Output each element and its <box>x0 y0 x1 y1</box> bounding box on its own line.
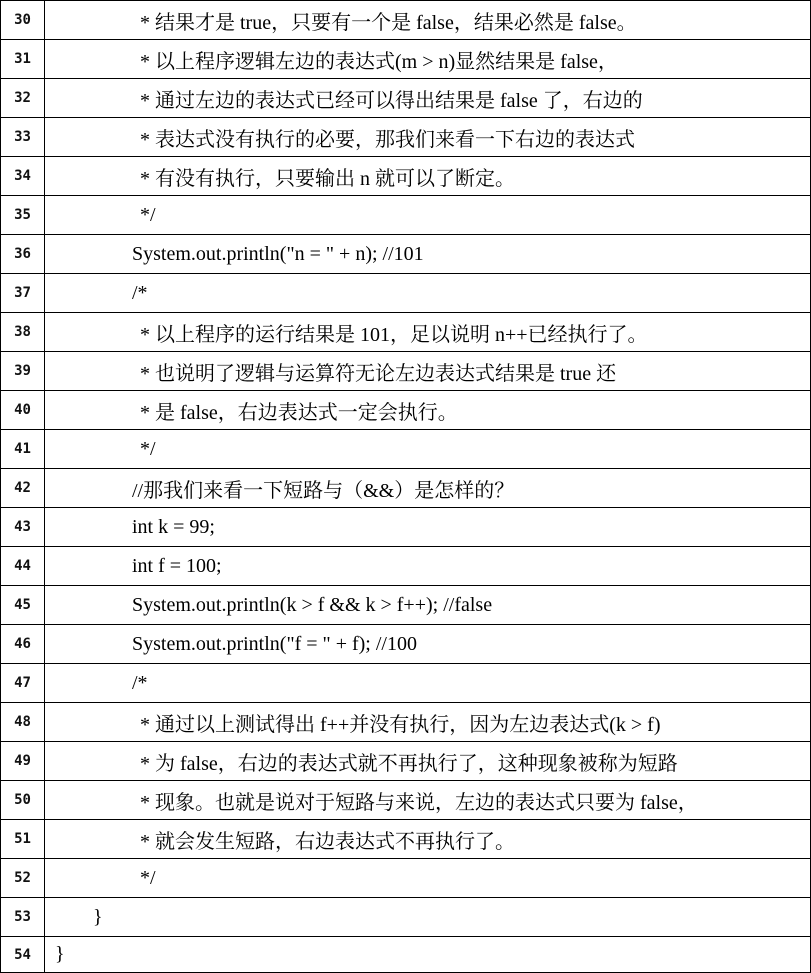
code-row <box>1 586 810 625</box>
line-number: 36 <box>1 235 45 273</box>
line-number: 48 <box>1 703 45 741</box>
code-row <box>1 391 810 430</box>
code-line: } <box>55 943 65 965</box>
code-row <box>1 781 810 820</box>
code-line: System.out.println(k > f && k > f++); //false <box>132 593 493 616</box>
code-row <box>1 820 810 859</box>
code-row <box>1 430 810 469</box>
line-number: 33 <box>1 118 45 156</box>
code-line: //那我们来看一下短路与（&&）是怎样的？ <box>132 479 515 502</box>
code-line: * 有没有执行，只要输出 n 就可以了断定。 <box>140 167 515 190</box>
code-row <box>1 625 810 664</box>
code-line: * 以上程序逻辑左边的表达式(m > n)显然结果是 false， <box>140 50 618 73</box>
code-row <box>1 469 810 508</box>
line-number: 54 <box>1 937 45 972</box>
code-line: int k = 99; <box>132 515 215 538</box>
code-line: * 通过左边的表达式已经可以得出结果是 false 了，右边的 <box>140 89 643 112</box>
code-line: System.out.println("f = " + f); //100 <box>132 632 417 655</box>
line-number: 50 <box>1 781 45 819</box>
line-number: 49 <box>1 742 45 780</box>
line-number: 35 <box>1 196 45 234</box>
code-line: */ <box>140 866 156 889</box>
code-line: * 就会发生短路，右边表达式不再执行了。 <box>140 830 515 853</box>
line-number: 52 <box>1 859 45 897</box>
line-number: 37 <box>1 274 45 312</box>
code-row <box>1 40 810 79</box>
code-line: * 现象。也就是说对于短路与来说，左边的表达式只要为 false， <box>140 791 698 814</box>
line-number: 41 <box>1 430 45 468</box>
code-row <box>1 352 810 391</box>
code-line: */ <box>140 203 156 226</box>
code-row <box>1 742 810 781</box>
code-row <box>1 235 810 274</box>
code-line: } <box>93 905 103 928</box>
line-number: 51 <box>1 820 45 858</box>
line-number: 47 <box>1 664 45 702</box>
line-number: 39 <box>1 352 45 390</box>
line-number: 30 <box>1 1 45 39</box>
line-number: 45 <box>1 586 45 624</box>
code-line: * 通过以上测试得出 f++并没有执行，因为左边表达式(k > f) <box>140 713 661 736</box>
line-number: 38 <box>1 313 45 351</box>
code-line: * 结果才是 true，只要有一个是 false，结果必然是 false。 <box>140 11 637 34</box>
code-line: /* <box>132 671 148 694</box>
code-row <box>1 664 810 703</box>
code-line: */ <box>140 437 156 460</box>
line-number: 44 <box>1 547 45 585</box>
code-row <box>1 508 810 547</box>
line-number: 31 <box>1 40 45 78</box>
code-line: /* <box>132 281 148 304</box>
code-row <box>1 79 810 118</box>
code-row <box>1 196 810 235</box>
code-line: int f = 100; <box>132 554 222 577</box>
code-row <box>1 313 810 352</box>
line-number: 34 <box>1 157 45 195</box>
code-line: * 是 false，右边表达式一定会执行。 <box>140 401 458 424</box>
code-row <box>1 157 810 196</box>
code-row <box>1 898 810 937</box>
code-row <box>1 118 810 157</box>
code-line: * 以上程序的运行结果是 101，足以说明 n++已经执行了。 <box>140 323 648 346</box>
code-row <box>1 1 810 40</box>
code-row <box>1 937 810 972</box>
code-line: * 也说明了逻辑与运算符无论左边表达式结果是 true 还 <box>140 362 617 385</box>
line-number: 32 <box>1 79 45 117</box>
code-row <box>1 547 810 586</box>
code-row <box>1 274 810 313</box>
code-line: System.out.println("n = " + n); //101 <box>132 242 424 265</box>
code-line: * 为 false，右边的表达式就不再执行了，这种现象被称为短路 <box>140 752 678 775</box>
code-row <box>1 859 810 898</box>
code-line: * 表达式没有执行的必要，那我们来看一下右边的表达式 <box>140 128 635 151</box>
code-row <box>1 703 810 742</box>
line-number: 53 <box>1 898 45 936</box>
line-number: 46 <box>1 625 45 663</box>
line-number: 43 <box>1 508 45 546</box>
line-number: 42 <box>1 469 45 507</box>
line-number: 40 <box>1 391 45 429</box>
